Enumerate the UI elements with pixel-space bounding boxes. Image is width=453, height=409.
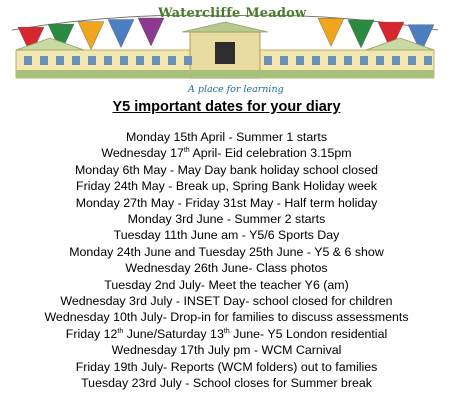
date-item: Wednesday 17th April- Eid celebration 3.15pm <box>101 146 352 161</box>
school-banner <box>10 2 440 94</box>
window <box>360 56 368 65</box>
window <box>152 56 160 65</box>
window <box>424 56 432 65</box>
date-item: Friday 19th July- Reports (WCM folders) out to families <box>75 359 378 374</box>
date-item: Monday 24th June and Tuesday 25th June - Y5 & 6 show <box>69 244 384 259</box>
page-title: Y5 important dates for your diary <box>112 99 341 115</box>
window <box>376 56 384 65</box>
window <box>104 56 112 65</box>
window <box>280 56 288 65</box>
window <box>344 56 352 65</box>
date-item: Tuesday 23rd July - School closes for Summer break <box>81 376 372 391</box>
window <box>136 56 144 65</box>
window <box>296 56 304 65</box>
date-item: Monday 6th May - May Day bank holiday school closed <box>74 162 379 177</box>
window <box>328 56 336 65</box>
date-item: Wednesday 10th July- Drop-in for families to discuss assessments <box>44 310 409 325</box>
bunting-flag <box>348 20 374 48</box>
window <box>120 56 128 65</box>
window <box>408 56 416 65</box>
window <box>312 56 320 65</box>
window <box>88 56 96 65</box>
school-tagline: A place for learning <box>188 84 284 95</box>
school-building-icon <box>16 22 434 78</box>
window <box>56 56 64 65</box>
date-item: Monday 15th April - Summer 1 starts <box>125 130 328 144</box>
window <box>24 56 32 65</box>
window <box>184 56 192 65</box>
bunting-flag <box>78 22 104 50</box>
school-name: Watercliffe Meadow <box>158 6 307 21</box>
bunting-flag <box>138 18 164 46</box>
window <box>392 56 400 65</box>
window <box>72 56 80 65</box>
date-item: Tuesday 11th June am - Y5/6 Sports Day <box>113 228 340 243</box>
date-item: Monday 3rd June - Summer 2 starts <box>127 212 326 227</box>
date-item: Friday 24th May - Break up, Spring Bank Holiday week <box>76 179 377 194</box>
bunting-flag <box>318 18 344 46</box>
dates-list <box>0 129 453 392</box>
date-item: Wednesday 26th June- Class photos <box>125 261 328 276</box>
date-item: Monday 27th May - Friday 31st May - Half term holiday <box>75 195 378 210</box>
date-item: Tuesday 2nd July- Meet the teacher Y6 (am) <box>104 277 349 292</box>
window <box>168 56 176 65</box>
bunting-flag <box>108 20 134 48</box>
window <box>264 56 272 65</box>
date-item: Wednesday 17th July pm - WCM Carnival <box>111 343 342 358</box>
window <box>40 56 48 65</box>
date-item: Friday 12th June/Saturday 13th June- Y5 London residential <box>65 326 388 341</box>
date-item: Wednesday 3rd July - INSET Day- school closed for children <box>60 294 393 309</box>
